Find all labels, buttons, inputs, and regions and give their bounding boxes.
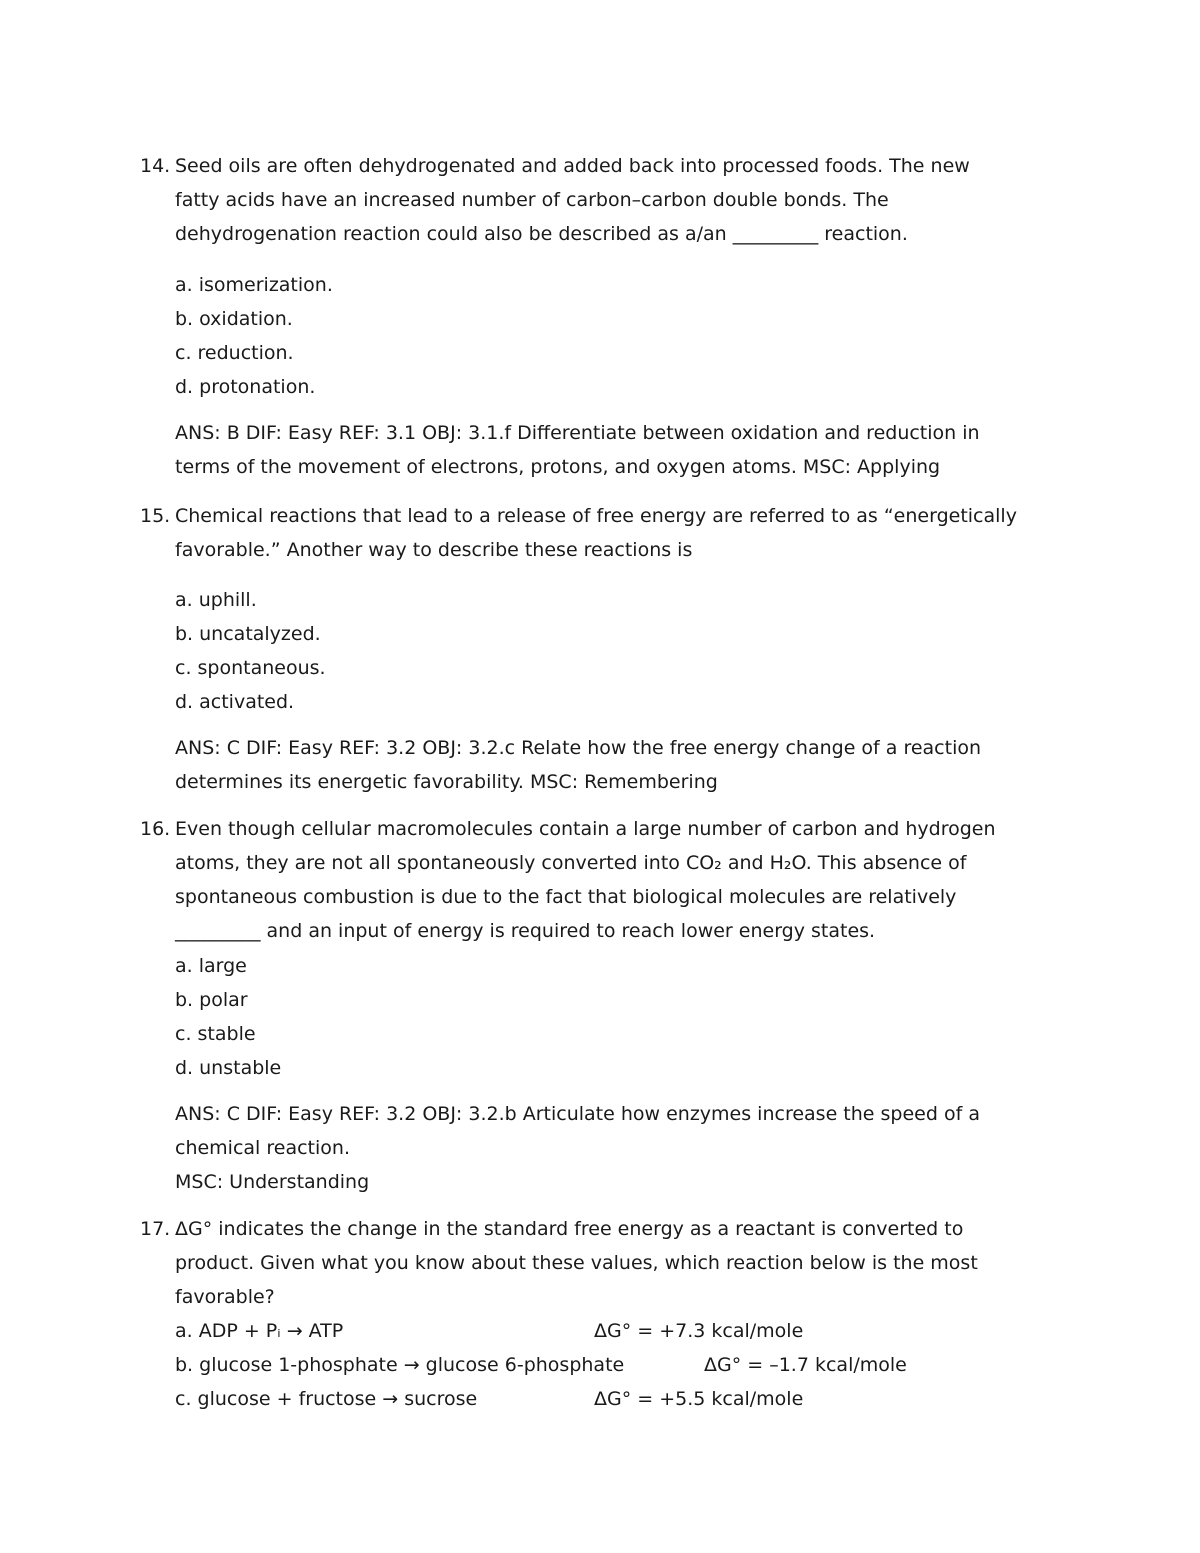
- question-stem-line: Seed oils are often dehydrogenated and added back into processed foods. The new: [175, 155, 970, 177]
- answer-key-line: MSC: Understanding: [175, 1171, 370, 1193]
- question-stem-line: Chemical reactions that lead to a release of free energy are referred to as “energetically: [175, 505, 1017, 527]
- question-stem-line: dehydrogenation reaction could also be described as a/an _________ reaction.: [175, 223, 908, 245]
- answer-key-line: determines its energetic favorability. MSC: Remembering: [175, 771, 718, 793]
- answer-key-line: ANS: C DIF: Easy REF: 3.2 OBJ: 3.2.c Relate how the free energy change of a reaction: [175, 737, 982, 759]
- answer-option: d. protonation.: [175, 376, 316, 398]
- question-stem-line: _________ and an input of energy is required to reach lower energy states.: [175, 920, 876, 942]
- question-stem-line: spontaneous combustion is due to the fact that biological molecules are relatively: [175, 886, 957, 908]
- answer-option: a. large: [175, 955, 247, 977]
- delta-g-value: ΔG° = +5.5 kcal/mole: [594, 1388, 804, 1410]
- question-stem-line: favorable.” Another way to describe these reactions is: [175, 539, 693, 561]
- question-number: 14.: [140, 155, 171, 177]
- answer-option: a. uphill.: [175, 589, 257, 611]
- delta-g-value: ΔG° = +7.3 kcal/mole: [594, 1320, 804, 1342]
- question-number: 16.: [140, 818, 171, 840]
- answer-option: c. glucose + fructose → sucrose: [175, 1388, 478, 1410]
- question-stem-line: favorable?: [175, 1286, 275, 1308]
- question-number: 15.: [140, 505, 171, 527]
- answer-option: c. reduction.: [175, 342, 294, 364]
- question-stem-line: ΔG° indicates the change in the standard free energy as a reactant is converted to: [175, 1218, 964, 1240]
- answer-key-line: ANS: C DIF: Easy REF: 3.2 OBJ: 3.2.b Articulate how enzymes increase the speed of a: [175, 1103, 980, 1125]
- answer-option: b. oxidation.: [175, 308, 293, 330]
- answer-option: a. isomerization.: [175, 274, 333, 296]
- question-number: 17.: [140, 1218, 171, 1240]
- answer-option: a. ADP + Pᵢ → ATP: [175, 1320, 344, 1342]
- answer-option: c. stable: [175, 1023, 256, 1045]
- question-stem-line: product. Given what you know about these values, which reaction below is the most: [175, 1252, 978, 1274]
- answer-option: b. uncatalyzed.: [175, 623, 321, 645]
- answer-key-line: ANS: B DIF: Easy REF: 3.1 OBJ: 3.1.f Differentiate between oxidation and reduction in: [175, 422, 980, 444]
- answer-option: b. glucose 1-phosphate → glucose 6-phosphate: [175, 1354, 625, 1376]
- answer-option: c. spontaneous.: [175, 657, 326, 679]
- answer-option: d. unstable: [175, 1057, 282, 1079]
- answer-key-line: chemical reaction.: [175, 1137, 350, 1159]
- answer-option: b. polar: [175, 989, 248, 1011]
- answer-key-line: terms of the movement of electrons, protons, and oxygen atoms. MSC: Applying: [175, 456, 941, 478]
- delta-g-value: ΔG° = –1.7 kcal/mole: [704, 1354, 907, 1376]
- question-stem-line: Even though cellular macromolecules contain a large number of carbon and hydrogen: [175, 818, 996, 840]
- question-stem-line: atoms, they are not all spontaneously converted into CO₂ and H₂O. This absence of: [175, 852, 967, 874]
- question-stem-line: fatty acids have an increased number of carbon–carbon double bonds. The: [175, 189, 889, 211]
- answer-option: d. activated.: [175, 691, 295, 713]
